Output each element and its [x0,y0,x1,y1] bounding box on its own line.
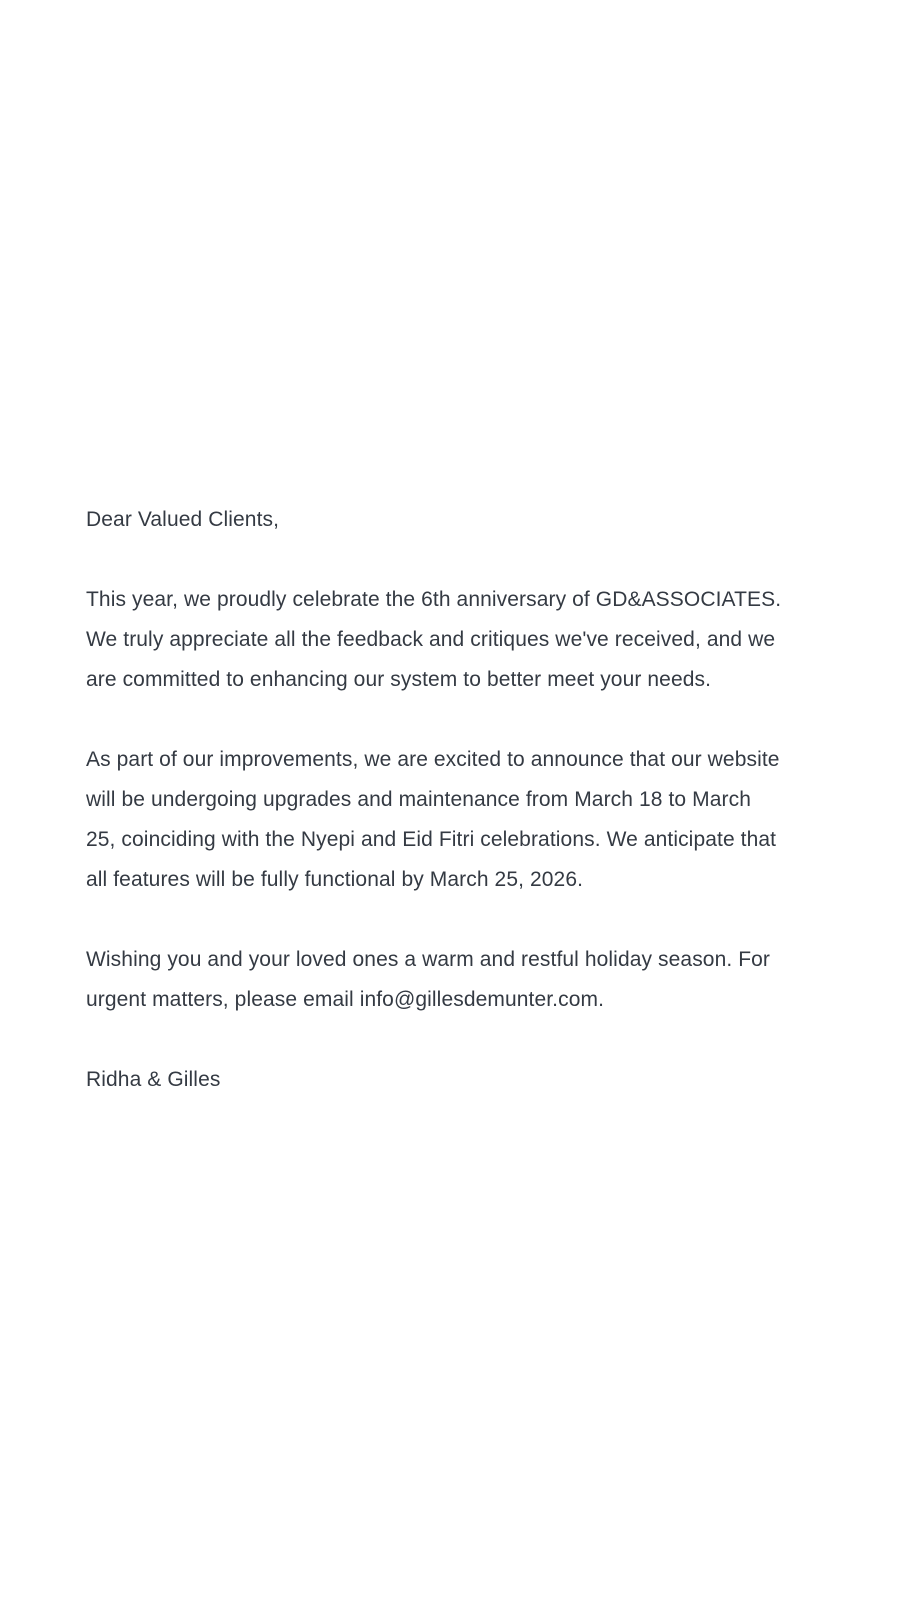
greeting-text: Dear Valued Clients, [86,508,280,531]
paragraph-anniversary [86,580,826,700]
paragraph-maintenance-line-3: 25, coinciding with the Nyepi and Eid Fitri celebrations. We anticipate that [86,828,777,851]
paragraph-anniversary-line-2: We truly appreciate all the feedback and critiques we've received, and we [86,628,776,651]
greeting-line [86,500,826,540]
paragraph-maintenance-line-2: will be undergoing upgrades and maintenance from March 18 to March [86,788,751,811]
paragraph-anniversary-line-1: This year, we proudly celebrate the 6th anniversary of GD&ASSOCIATES. [86,588,782,611]
client-letter [86,500,826,1100]
paragraph-holiday [86,940,826,1020]
paragraph-maintenance-line-4: all features will be fully functional by March 25, 2026. [86,868,584,891]
signature-line [86,1060,826,1100]
signature-text: Ridha & Gilles [86,1068,221,1091]
paragraph-maintenance [86,740,826,900]
paragraph-anniversary-line-3: are committed to enhancing our system to better meet your needs. [86,668,712,691]
paragraph-maintenance-line-1: As part of our improvements, we are excited to announce that our website [86,748,780,771]
paragraph-holiday-line-1: Wishing you and your loved ones a warm and restful holiday season. For [86,948,771,971]
paragraph-holiday-line-2: urgent matters, please email info@gillesdemunter.com. [86,988,605,1011]
